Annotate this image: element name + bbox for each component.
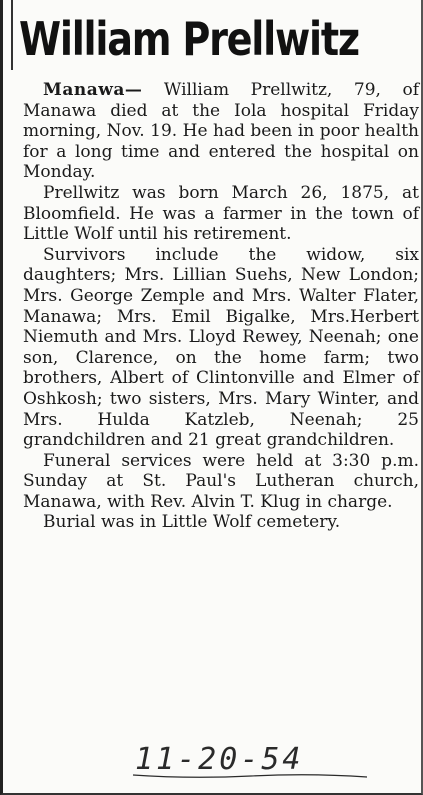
obituary-paragraph-4 xyxy=(23,451,419,513)
paragraph-text: Survivors include the widow, six daughters; Mrs. Lillian Suehs, New London; Mrs. George Zemple and Mrs. Walter Flater, Manawa; Mrs. Emil Bigalke, Mrs.Herbert Niemuth and Mrs. Lloyd Rewey, Neenah; one son, Clarence, on the home farm; two brothers, Albert of Clintonville and Elmer of Oshkosh; two sisters, Mrs. Mary Winter, and Mrs. Hulda Katzleb, Neenah; 25 grandchildren and 21 great grandchildren. xyxy=(23,244,419,451)
handwritten-date: 11-20-54 xyxy=(135,742,304,777)
paragraph-text: Prellwitz was born March 26, 1875, at Bloomfield. He was a farmer in the town of Little Wolf until his retirement. xyxy=(23,182,419,245)
obituary-body xyxy=(23,80,419,533)
obituary-paragraph-1 xyxy=(23,80,419,183)
dateline: Manawa— xyxy=(43,80,143,100)
handwritten-date-note xyxy=(131,735,371,781)
obituary-paragraph-5 xyxy=(23,512,419,533)
obituary-headline: William Prellwitz xyxy=(19,12,359,66)
paragraph-text: Burial was in Little Wolf cemetery. xyxy=(43,512,341,533)
column-rule xyxy=(11,0,13,70)
paragraph-text: William Prellwitz, 79, of Manawa died at the Iola hospital Friday morning, Nov. 19. He had been in poor health for a long time and entered the hospital on Monday. xyxy=(23,80,419,183)
obituary-paragraph-2 xyxy=(23,183,419,245)
paragraph-text: Funeral services were held at 3:30 p.m. Sunday at St. Paul's Lutheran church, Manawa, with Rev. Alvin T. Klug in charge. xyxy=(23,450,419,512)
obituary-paragraph-3 xyxy=(23,245,419,451)
